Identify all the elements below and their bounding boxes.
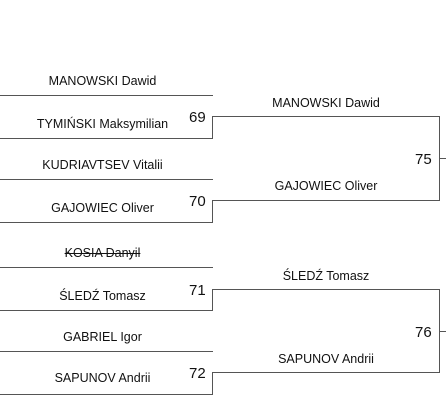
match-number: 69: [189, 109, 206, 126]
bracket-line: [212, 200, 213, 223]
bracket-line: [0, 222, 213, 223]
competitor-name: MANOWSKI Dawid: [48, 74, 157, 88]
bracket-line: [0, 138, 213, 139]
bracket-line: [0, 310, 213, 311]
competitor-name: GAJOWIEC Oliver: [51, 201, 154, 215]
competitor-name: GAJOWIEC Oliver: [274, 179, 378, 193]
match-number: 72: [189, 365, 206, 382]
competitor-name-struck: KOSIA Danyil: [64, 246, 141, 260]
match-number: 70: [189, 193, 206, 210]
competitor-name: MANOWSKI Dawid: [272, 96, 380, 110]
bracket-line: [212, 200, 440, 201]
match-number: 71: [189, 282, 206, 299]
bracket-line: [212, 372, 213, 394]
competitor-name: ŚLEDŹ Tomasz: [282, 269, 370, 283]
competitor-name: GABRIEL Igor: [63, 330, 142, 344]
bracket-line: [212, 116, 213, 139]
competitor-name: ŚLEDŹ Tomasz: [59, 289, 146, 303]
match-number: 75: [415, 151, 432, 168]
match-number: 76: [415, 324, 432, 341]
bracket-line: [212, 289, 213, 311]
bracket-line: [212, 116, 440, 117]
competitor-name: SAPUNOV Andrii: [278, 352, 374, 366]
bracket-line: [0, 95, 213, 96]
bracket-line: [0, 267, 213, 268]
bracket-line: [439, 158, 446, 159]
bracket-line: [212, 289, 440, 290]
competitor-name: KUDRIAVTSEV Vitalii: [42, 158, 163, 172]
competitor-name: TYMIŃSKI Maksymilian: [36, 117, 169, 131]
competitor-name: SAPUNOV Andrii: [54, 371, 151, 385]
bracket-line: [212, 372, 440, 373]
bracket-line: [0, 351, 213, 352]
bracket-line: [439, 331, 446, 332]
bracket-line: [0, 179, 213, 180]
